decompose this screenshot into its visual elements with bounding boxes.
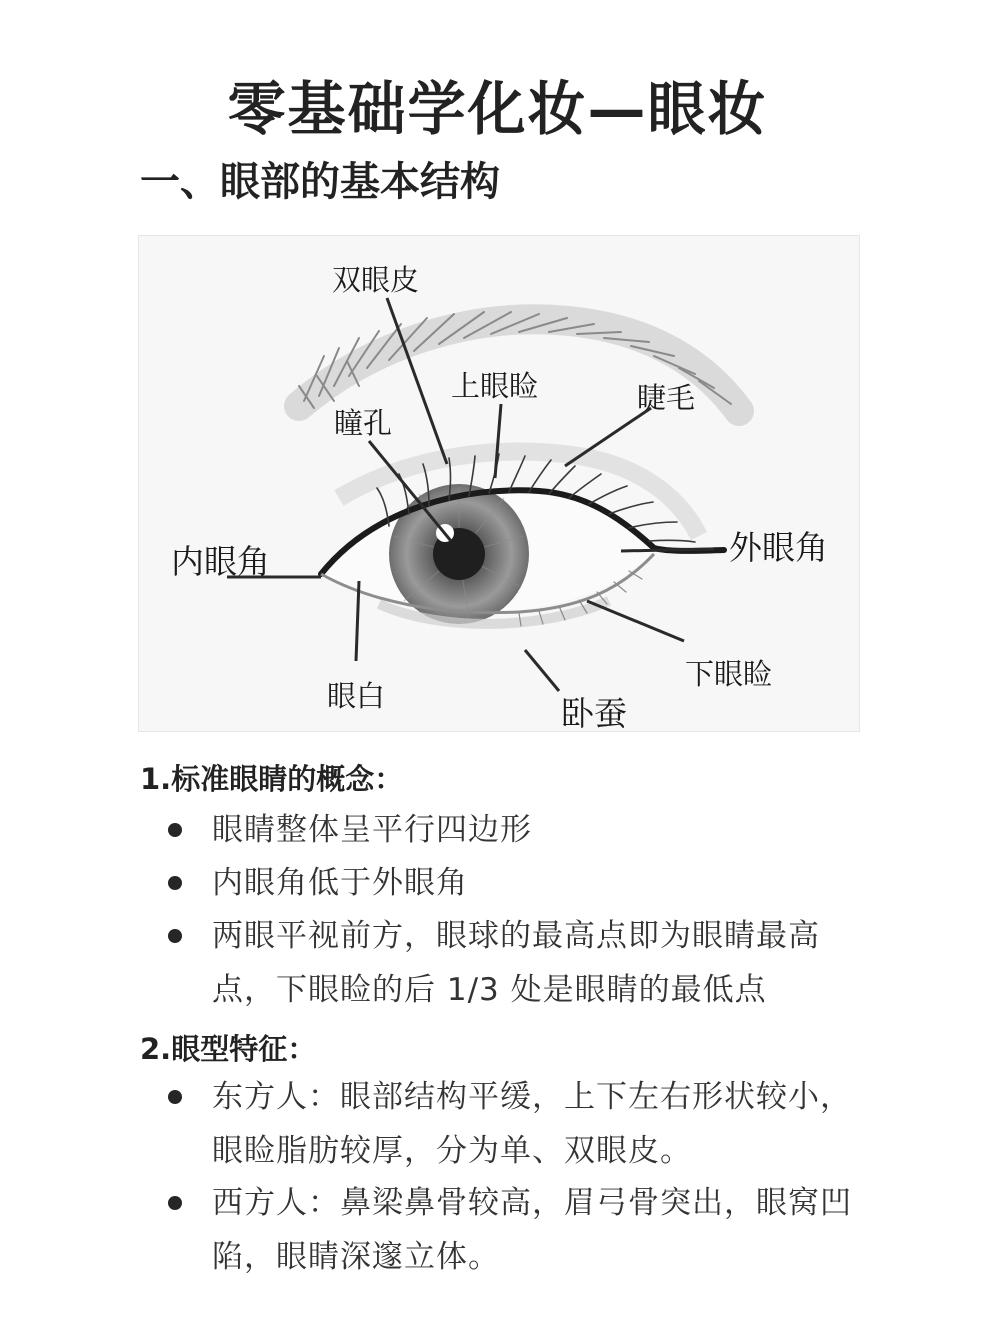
leader-lower-eyelid: [587, 601, 684, 641]
bullet-dot: [168, 1090, 182, 1104]
bullet-dot: [168, 929, 182, 943]
leader-outer-corner: [621, 549, 714, 551]
section-1-item: 两眼平视前方，眼球的最高点即为眼睛最高点，下眼睑的后 1/3 处是眼睛的最低点: [212, 918, 820, 1008]
bullet-dot: [168, 876, 182, 890]
section-2-item: 东方人：眼部结构平缓，上下左右形状较小，眼睑脂肪较厚，分为单、双眼皮。: [212, 1079, 852, 1169]
label-lower-eyelid: 下眼睑: [685, 657, 773, 691]
section-1-heading: 1.标准眼睛的概念：: [140, 762, 404, 796]
section-2-heading: 2.眼型特征：: [140, 1032, 317, 1066]
eye-diagram: [138, 235, 860, 732]
section-2-item: 西方人：鼻梁鼻骨较高，眉弓骨突出，眼窝凹陷，眼睛深邃立体。: [212, 1185, 852, 1275]
leader-aegyo-sal: [525, 650, 559, 691]
label-eyelash: 睫毛: [637, 381, 696, 415]
label-aegyo-sal: 卧蚕: [561, 694, 627, 732]
label-inner-corner: 内眼角: [171, 542, 270, 581]
section-1-item: 眼睛整体呈平行四边形: [212, 812, 532, 848]
label-double-eyelid: 双眼皮: [332, 263, 420, 297]
page-title: 零基础学化妆—眼妆: [227, 75, 768, 143]
leader-eye-white: [356, 581, 359, 661]
bullet-dot: [168, 823, 182, 837]
section-1-item: 内眼角低于外眼角: [212, 865, 468, 901]
label-pupil: 瞳孔: [334, 406, 393, 440]
label-outer-corner: 外眼角: [729, 528, 828, 567]
leader-upper-eyelid: [495, 404, 501, 478]
label-eye-white: 眼白: [327, 679, 386, 713]
label-upper-eyelid: 上眼睑: [451, 369, 539, 403]
bullet-dot: [168, 1196, 182, 1210]
section-subtitle: 一、眼部的基本结构: [140, 159, 500, 205]
